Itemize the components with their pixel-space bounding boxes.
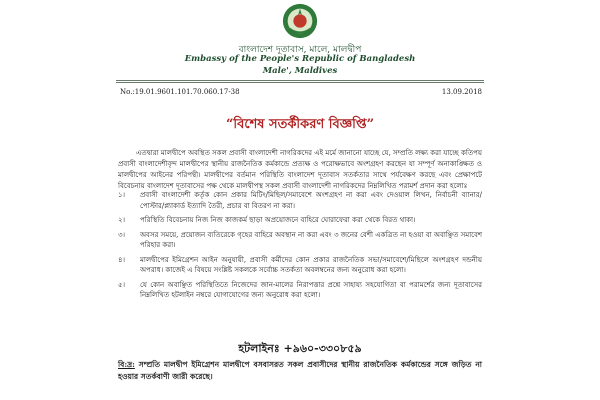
list-item [118, 280, 482, 301]
list-item [118, 230, 482, 251]
item-text: যে কোন অবাঞ্ছিত পরিস্থিতিতে নিজেদের জান-মালের নিরাপত্তার প্রশ্নে সাহায্য সহযোগিতা বা পরামর্শের জন্য দূতাবাসের নিম্নলিখিত হটলাইন নম্বরে যোগাযোগের জন্য অনুরোধ করা হলো। [140, 280, 482, 299]
item-text: মালদ্বীপের ইমিগ্রেশন আইন অনুযায়ী, প্রবাসী কর্মীদের কোন প্রকার রাজনৈতিক সভা/সমাবেশে/মিছিলে অংশগ্রহণ দন্ডনীয় অপরাধ। কাজেই এ বিষয়ে সংশ্লিষ্ট সকলকে সর্বোচ্চ সতর্কতা অবলম্বনের জন্য অনুরোধ করা হলো। [140, 255, 482, 274]
embassy-location: Male', Maldives [262, 66, 338, 76]
header-divider-secondary [116, 82, 484, 83]
hotline-number: হটলাইনঃ +৯৬০-৩৩০৮৫৯ [238, 342, 362, 355]
notice-title: “বিশেষ সতর্কীকরণ বিজ্ঞপ্তি” [225, 117, 375, 132]
reference-number: No.:19.01.9601.101.70.060.17-38 [120, 88, 240, 96]
list-item [118, 255, 482, 276]
embassy-name-english: Embassy of the People's Republic of Bangladesh [184, 54, 416, 64]
footnote [118, 359, 482, 383]
item-number: ১। [118, 191, 126, 199]
notice-date: 13.09.2018 [441, 88, 482, 96]
bangladesh-emblem-icon [281, 2, 319, 40]
advice-list [118, 190, 482, 305]
item-text: প্রবাসী বাংলাদেশী কর্তৃক কোন প্রকার মিটিং/মিছিল/সমাবেশে অংশগ্রহণ না করা এবং দেওয়াল লিখন, নির্বাচনী ব্যানার/পোস্টার/প্ল্যাকার্ড ইত্যাদি তৈরী, প্রচার বা বিতরণ না করা। [140, 191, 482, 210]
item-number: ৫। [118, 280, 126, 289]
item-number: ২। [118, 216, 126, 224]
item-text: অবসর সময়ে, প্রয়োজন ব্যতিরেকে গৃহের বাহিরে অবস্থান না করা এবং ৩ জনের বেশী একত্রিত না হওয়া বা অবাঞ্ছিত সমাবেশ পরিহার করা। [140, 230, 482, 249]
footnote-prefix: বি:দ্র: [118, 360, 135, 369]
intro-paragraph: এতদ্বারা মালদ্বীপে অবস্থিত সকল প্রবাসী বাংলাদেশী নাগরিকদের এই মর্মে জানানো যাচ্ছে যে, সম্প্রতি লক্ষ্য করা যাচ্ছে কতিপয় প্রবাসী বাংলাদেশীবৃন্দ মালদ্বীপের স্থানীয় রাজনৈতিক কর্মকান্ডে প্রত্যক্ষ ও পরোক্ষভাবে অংশগ্রহণ করছেন যা সম্পূর্ণ অনাকাঙ্ক্ষিত ও মালদ্বীপের আইনের পরিপন্থী। মালদ্বীপের বর্তমান পরিস্থিতি বাংলাদেশ দূতাবাস সতর্কতার সাথে পর্যবেক্ষণ করছে এবং প্রেক্ষাপটে বিবেচনায় বাংলাদেশ দূতাবাসের পক্ষ থেকে মালদ্বীপস্থ সকল প্রবাসী বাংলাদেশী নাগরিকদের নিম্নলিখিত পরামর্শ প্রদান করা হলোঃ [118, 149, 482, 190]
header-divider [116, 80, 484, 81]
footnote-text: সম্প্রতি মালদ্বীপ ইমিগ্রেশন মালদ্বীপে বসবাসরত সকল প্রবাসীদের স্থানীয় রাজনৈতিক কর্মকান্ডের সঙ্গে জড়িত না হওয়ার সতর্কবাণী জারী করেছে। [118, 360, 482, 381]
embassy-name-bangla: বাংলাদেশ দূতাবাস, মালে, মালদ্বীপ [238, 45, 362, 55]
list-item [118, 190, 482, 211]
item-number: ৩। [118, 230, 126, 239]
item-text: পরিস্থিতি বিবেচনায় নিজ নিজ কাজকর্ম ছাড়া অপ্রয়োজনে বাহিরে ঘোরাফেরা করা থেকে বিরত থাকা। [140, 216, 416, 224]
list-item [118, 215, 482, 226]
item-number: ৪। [118, 255, 126, 264]
